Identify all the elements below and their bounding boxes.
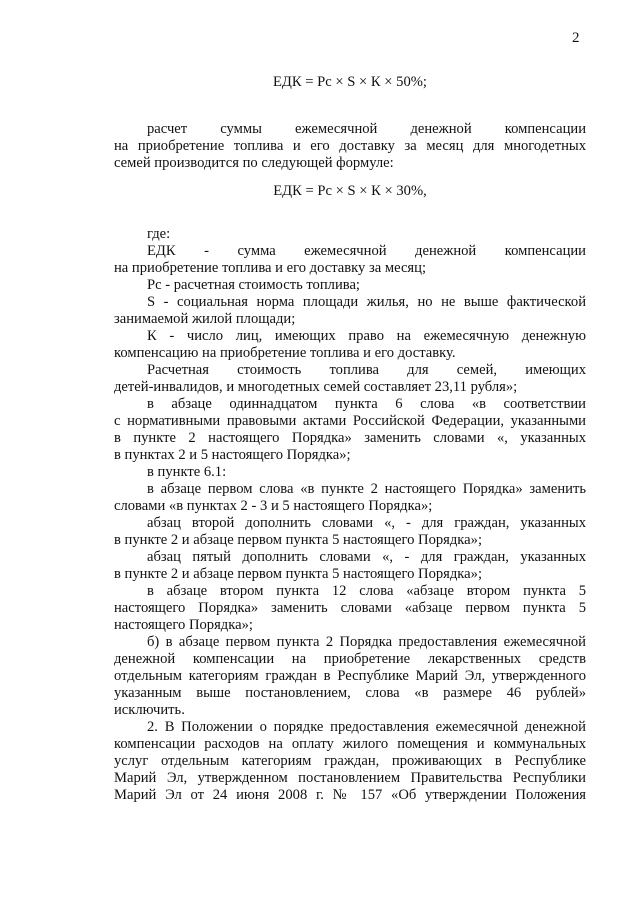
text-line: в абзаце втором пункта 12 слова «абзаце втором пункта 5 [147,583,586,599]
text-line: настоящего Порядка»; [114,617,253,633]
text-line: детей-инвалидов, и многодетных семей составляет 23,11 рубля»; [114,379,518,395]
text-line: услуг отдельным категориям граждан, проживающих в Республике [114,753,586,769]
text-line: в пункте 2 и абзаце первом пункта 5 настоящего Порядка»; [114,532,482,548]
text-line: 2. В Положении о порядке предоставления ежемесячной денежной [147,719,586,735]
text-line: на приобретение топлива и его доставку за месяц для многодетных [114,138,586,154]
text-line: отдельным категориям граждан в Республике Марий Эл, утвержденного [114,668,586,684]
text-line: ЕДК - сумма ежемесячной денежной компенсации [147,243,586,259]
text-line: К - число лиц, имеющих право на ежемесячную денежную [147,328,586,344]
page-number: 2 [572,30,580,46]
text-line: S - социальная норма площади жилья, но не выше фактической [147,294,586,310]
text-line: указанным выше постановлением, слова «в размере 46 рублей» [114,685,586,701]
text-line: Расчетная стоимость топлива для семей, имеющих [147,362,586,378]
formula-line: ЕДК = Рс × S × К × 30%, [273,183,427,199]
text-line: в пункте 2 и абзаце первом пункта 5 настоящего Порядка»; [114,566,482,582]
text-line: Марий Эл от 24 июня 2008 г. № 157 «Об утверждении Положения [114,787,586,803]
text-line: Марий Эл, утвержденном постановлением Правительства Республики [114,770,586,786]
text-line: б) в абзаце первом пункта 2 Порядка предоставления ежемесячной [147,634,586,650]
text-line: компенсации расходов на оплату жилого помещения и коммунальных [114,736,586,752]
text-line: занимаемой жилой площади; [114,311,296,327]
text-line: в пункте 2 настоящего Порядка» заменить словами «, указанных [114,430,586,446]
text-line: в абзаце одиннадцатом пункта 6 слова «в соответствии [147,396,586,412]
text-line: на приобретение топлива и его доставку за месяц; [114,260,426,276]
text-line: исключить. [114,702,185,718]
text-line: в пункте 6.1: [147,464,227,480]
text-line: настоящего Порядка» заменить словами «абзаце первом пункта 5 [114,600,586,616]
text-line: где: [147,226,171,242]
text-line: расчет суммы ежемесячной денежной компенсации [147,121,586,137]
text-line: абзац пятый дополнить словами «, - для граждан, указанных [147,549,586,565]
text-line: Рс - расчетная стоимость топлива; [147,277,360,293]
text-line: в абзаце первом слова «в пункте 2 настоящего Порядка» заменить [147,481,586,497]
text-line: в пунктах 2 и 5 настоящего Порядка»; [114,447,351,463]
formula-line: ЕДК = Рс × S × К × 50%; [273,74,427,90]
text-line: денежной компенсации на приобретение лекарственных средств [114,651,586,667]
text-line: компенсацию на приобретение топлива и его доставку. [114,345,456,361]
text-line: словами «в пунктах 2 - 3 и 5 настоящего Порядка»; [114,498,433,514]
text-line: с нормативными правовыми актами Российской Федерации, указанными [114,413,586,429]
text-line: семей производится по следующей формуле: [114,155,394,171]
text-line: абзац второй дополнить словами «, - для граждан, указанных [147,515,586,531]
